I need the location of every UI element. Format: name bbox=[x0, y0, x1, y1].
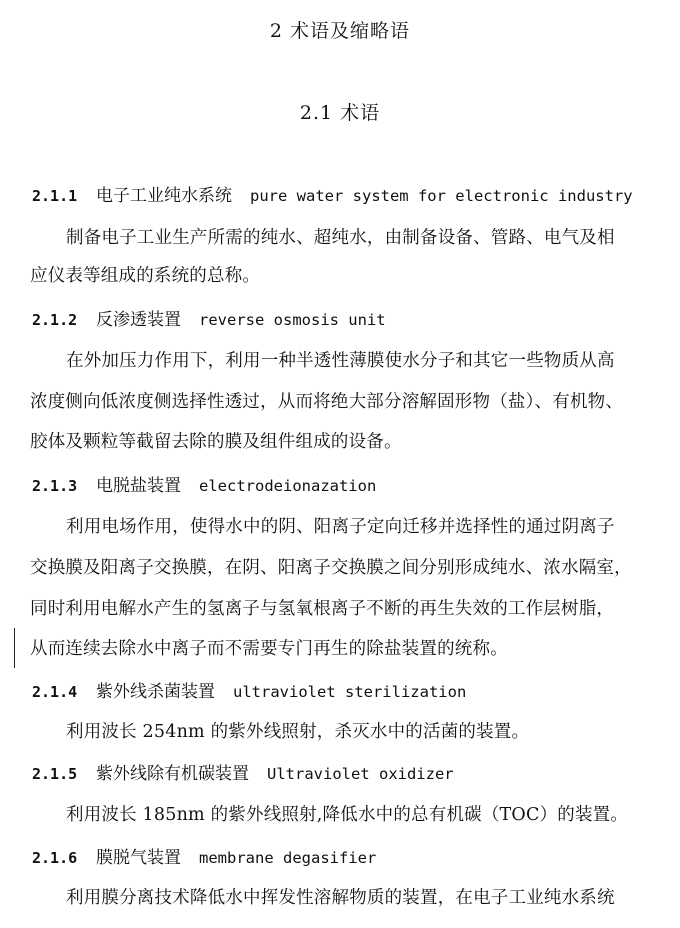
term-number: 2.1.4 bbox=[32, 683, 78, 701]
definition-line: 利用膜分离技术降低水中挥发性溶解物质的装置，在电子工业纯水系统 bbox=[66, 888, 615, 908]
definition-line: 利用波长 185nm 的紫外线照射,降低水中的总有机碳（TOC）的装置。 bbox=[66, 805, 629, 825]
definition-line: 同时利用电解水产生的氢离子与氢氧根离子不断的再生失效的工作层树脂， bbox=[30, 599, 615, 619]
term-number: 2.1.6 bbox=[32, 849, 78, 867]
term-name-zh: 紫外线杀菌装置 bbox=[96, 682, 215, 702]
definition-line: 利用电场作用，使得水中的阴、阳离子定向迁移并选择性的通过阴离子 bbox=[66, 517, 615, 537]
term-number: 2.1.3 bbox=[32, 477, 78, 495]
term-name-en: pure water system for electronic industry bbox=[250, 187, 633, 205]
definition-line: 浓度侧向低浓度侧选择性透过，从而将绝大部分溶解固形物（盐）、有机物、 bbox=[30, 392, 624, 412]
term-name-en: electrodeionazation bbox=[199, 477, 377, 495]
term-name-zh: 紫外线除有机碳装置 bbox=[96, 764, 249, 784]
definition-line: 应仪表等组成的系统的总称。 bbox=[30, 266, 261, 286]
term-name-en: reverse osmosis unit bbox=[199, 311, 386, 329]
term-name-en: Ultraviolet oxidizer bbox=[267, 765, 454, 783]
definition-line: 在外加压力作用下，利用一种半透性薄膜使水分子和其它一些物质从高 bbox=[66, 351, 615, 371]
chapter-title: 2 术语及缩略语 bbox=[269, 20, 411, 42]
term-name-zh: 膜脱气装置 bbox=[96, 848, 181, 868]
term-name-zh: 电脱盐装置 bbox=[96, 476, 181, 496]
term-heading bbox=[32, 184, 633, 208]
definition-line: 交换膜及阳离子交换膜，在阴、阳离子交换膜之间分别形成纯水、浓水隔室， bbox=[30, 558, 632, 578]
term-name-en: membrane degasifier bbox=[199, 849, 377, 867]
term-heading bbox=[32, 762, 454, 786]
term-name-zh: 反渗透装置 bbox=[96, 310, 181, 330]
section-title: 2.1 术语 bbox=[299, 102, 381, 124]
definition-line: 从而连续去除水中离子而不需要专门再生的除盐装置的统称。 bbox=[30, 639, 508, 659]
term-name-en: ultraviolet sterilization bbox=[233, 683, 467, 701]
definition-line: 胶体及颗粒等截留去除的膜及组件组成的设备。 bbox=[30, 432, 402, 452]
revision-bar bbox=[14, 628, 15, 668]
definition-line: 制备电子工业生产所需的纯水、超纯水，由制备设备、管路、电气及相 bbox=[66, 228, 615, 248]
term-number: 2.1.1 bbox=[32, 187, 78, 205]
term-name-zh: 电子工业纯水系统 bbox=[96, 186, 232, 206]
term-number: 2.1.5 bbox=[32, 765, 78, 783]
term-heading bbox=[32, 474, 376, 498]
term-heading bbox=[32, 308, 386, 332]
term-heading bbox=[32, 680, 466, 704]
term-heading bbox=[32, 846, 376, 870]
term-number: 2.1.2 bbox=[32, 311, 78, 329]
definition-line: 利用波长 254nm 的紫外线照射，杀灭水中的活菌的装置。 bbox=[66, 722, 530, 742]
